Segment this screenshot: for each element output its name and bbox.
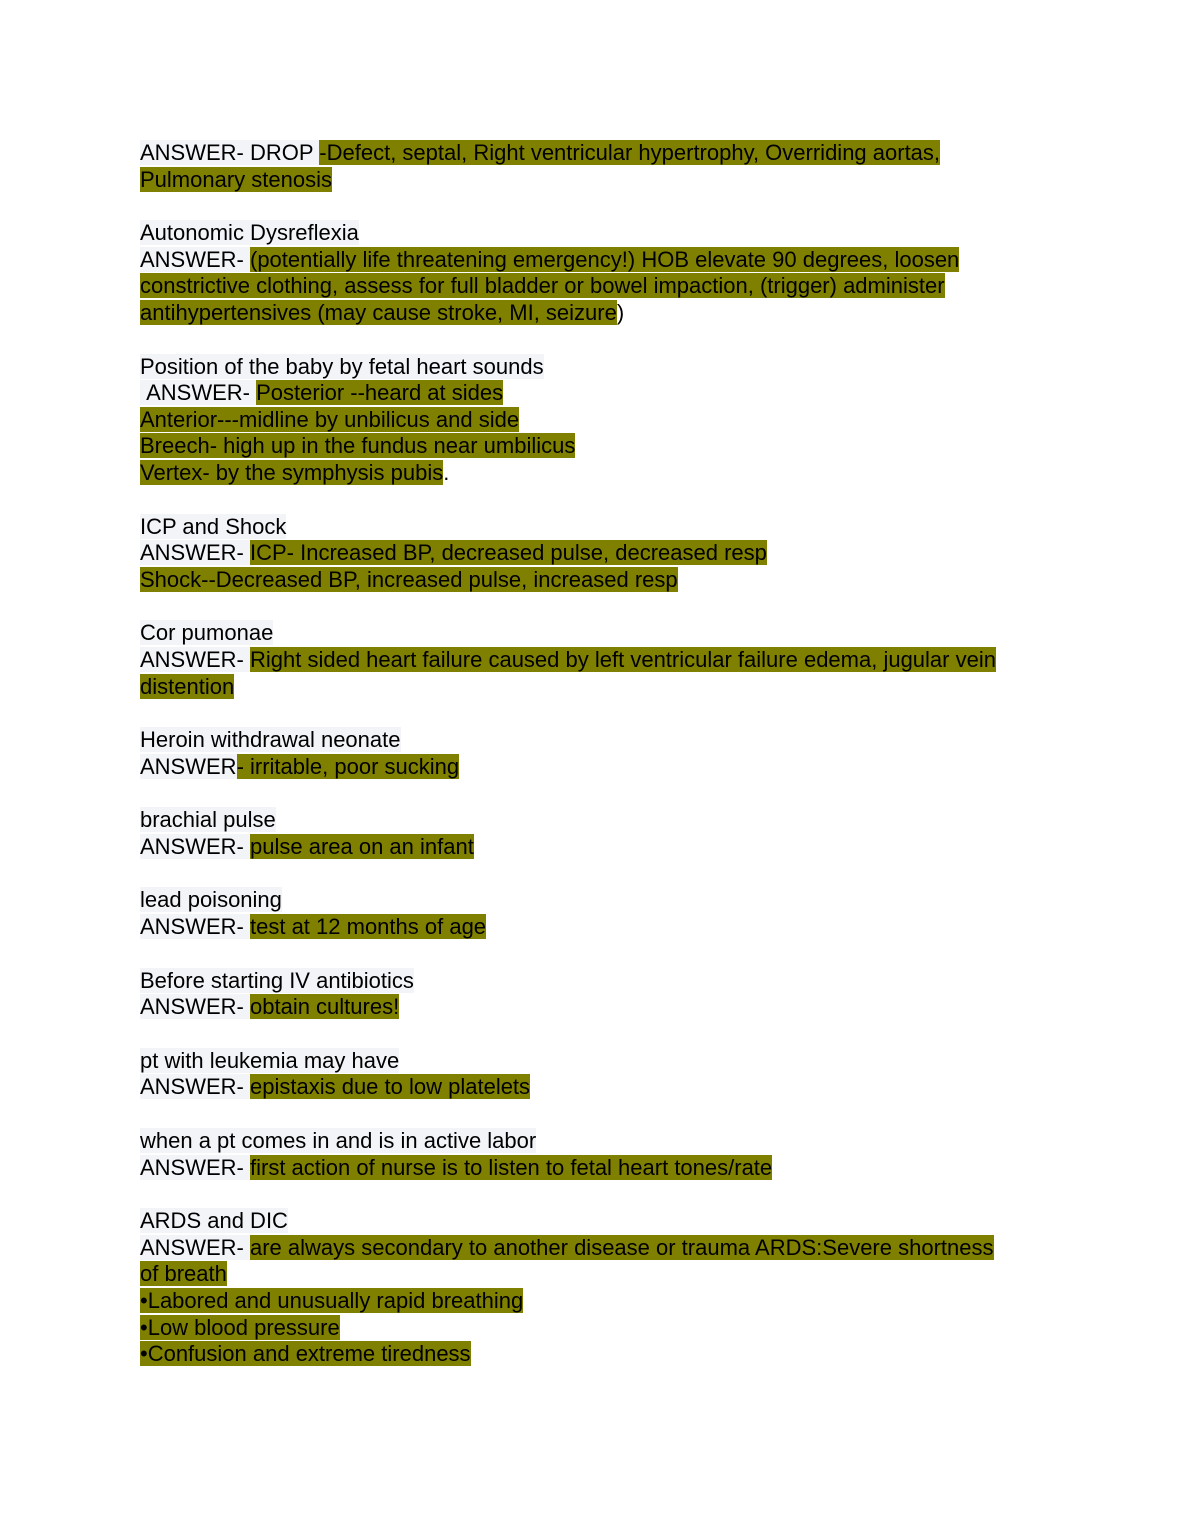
answer-text: ICP- Increased BP, decreased pulse, decreased resp (250, 540, 767, 566)
qa-entry-ards-dic (140, 1208, 1055, 1368)
answer-text: first action of nurse is to listen to fetal heart tones/rate (250, 1154, 773, 1180)
answer-tail: ) (616, 299, 625, 325)
answer-text: constrictive clothing, assess for full bladder or bowel impaction, (trigger) administer (140, 273, 945, 299)
question-text: lead poisoning (140, 887, 282, 913)
qa-entry-cor-pumonae (140, 620, 1055, 700)
qa-entry-leukemia (140, 1048, 1055, 1101)
document-page (140, 140, 1055, 1395)
answer-label: ANSWER- (140, 540, 250, 566)
qa-entry-lead-poisoning (140, 887, 1055, 940)
qa-entry-autonomic-dysreflexia (140, 220, 1055, 326)
answer-text: Anterior---midline by unbilicus and side (140, 406, 520, 432)
answer-text: distention (140, 673, 235, 699)
answer-text: (potentially life threatening emergency!) HOB elevate 90 degrees, loosen (250, 246, 960, 272)
answer-text: Posterior --heard at sides (256, 380, 504, 406)
answer-text: antihypertensives (may cause stroke, MI, seizure (140, 299, 617, 325)
answer-label: ANSWER- (140, 1154, 250, 1180)
answer-label: ANSWER- (140, 1074, 250, 1100)
answer-text: •Low blood pressure (140, 1314, 340, 1340)
answer-label: ANSWER- (140, 646, 250, 672)
answer-label: ANSWER- (140, 914, 250, 940)
question-text: Before starting IV antibiotics (140, 967, 414, 993)
answer-text: Pulmonary stenosis (140, 166, 332, 192)
qa-entry-drop (140, 140, 1055, 193)
question-text: ICP and Shock (140, 513, 287, 539)
answer-label: ANSWER- (140, 833, 250, 859)
answer-text: pulse area on an infant (250, 833, 474, 859)
answer-label: ANSWER- (140, 1234, 250, 1260)
answer-tail: . (443, 459, 450, 485)
answer-label: ANSWER- (140, 994, 250, 1020)
answer-text: Vertex- by the symphysis pubis (140, 459, 444, 485)
question-text: Heroin withdrawal neonate (140, 727, 401, 753)
qa-entry-brachial-pulse (140, 807, 1055, 860)
answer-text: obtain cultures! (250, 994, 400, 1020)
qa-entry-iv-antibiotics (140, 968, 1055, 1021)
answer-text: Breech- high up in the fundus near umbilicus (140, 433, 576, 459)
question-text: Cor pumonae (140, 620, 274, 646)
answer-label: ANSWER- (140, 246, 250, 272)
answer-text: test at 12 months of age (250, 914, 487, 940)
answer-label: ANSWER- (140, 380, 257, 406)
answer-text: Shock--Decreased BP, increased pulse, increased resp (140, 566, 678, 592)
question-text: pt with leukemia may have (140, 1047, 400, 1073)
qa-entry-fetal-position (140, 354, 1055, 487)
answer-label: ANSWER (140, 753, 237, 779)
qa-entry-icp-shock (140, 514, 1055, 594)
qa-entry-heroin-withdrawal (140, 727, 1055, 780)
qa-entry-active-labor (140, 1128, 1055, 1181)
answer-text: epistaxis due to low platelets (250, 1074, 531, 1100)
question-text: Position of the baby by fetal heart sounds (140, 353, 544, 379)
answer-text: are always secondary to another disease or trauma ARDS:Severe shortness (250, 1234, 994, 1260)
question-text: ARDS and DIC (140, 1208, 288, 1234)
answer-text: of breath (140, 1261, 227, 1287)
answer-text: -Defect, septal, Right ventricular hypertrophy, Overriding aortas, (319, 140, 941, 165)
question-text: when a pt comes in and is in active labor (140, 1128, 537, 1154)
answer-text: •Confusion and extreme tiredness (140, 1341, 471, 1367)
answer-text: Right sided heart failure caused by left ventricular failure edema, jugular vein (250, 646, 996, 672)
answer-text: - irritable, poor sucking (236, 753, 460, 779)
question-text: brachial pulse (140, 807, 276, 833)
answer-text: •Labored and unusually rapid breathing (140, 1288, 524, 1313)
answer-label: ANSWER- DROP (140, 140, 320, 165)
question-text: Autonomic Dysreflexia (140, 220, 359, 246)
